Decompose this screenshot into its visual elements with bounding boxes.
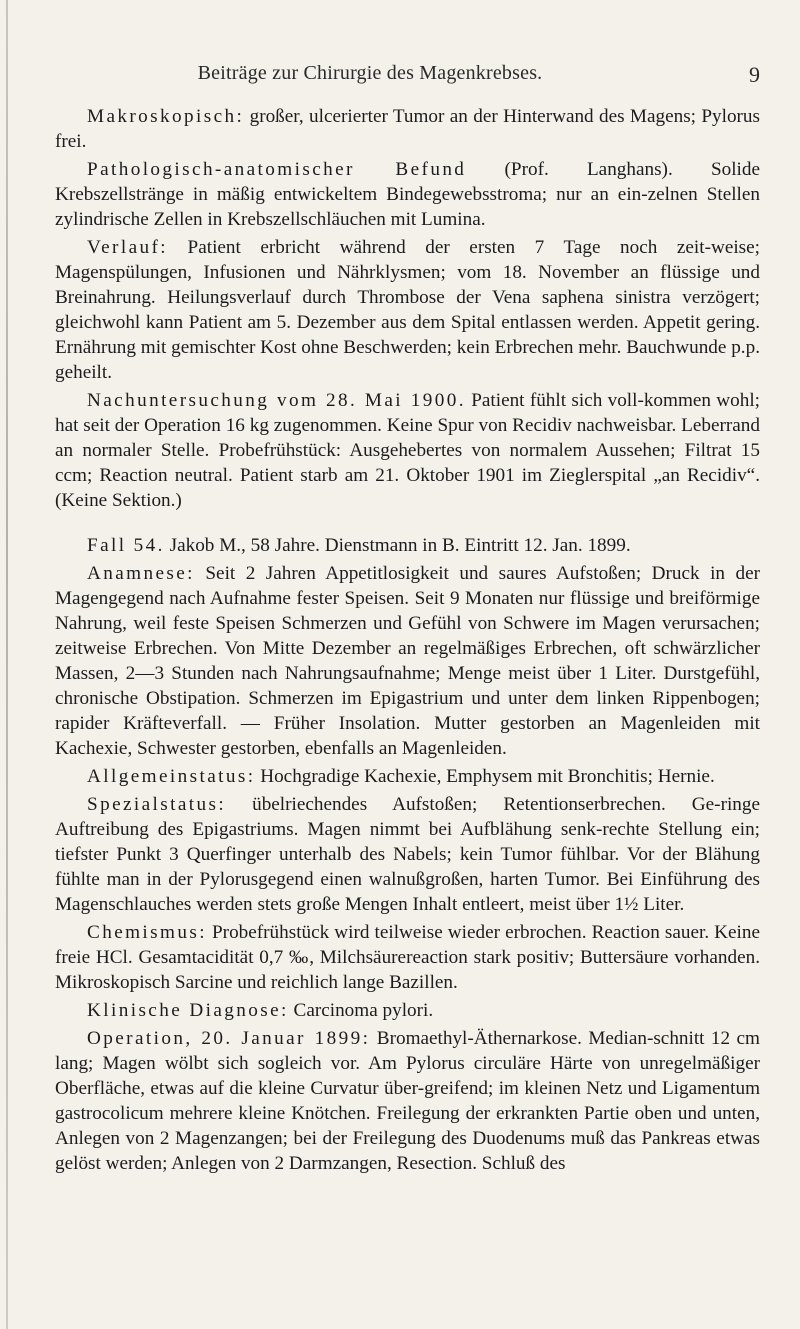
paragraph-anamnese — [55, 561, 760, 761]
paragraph-text: (Prof. Langhans). Solide Krebszellstränge in mäßig entwickeltem Bindegewebsstroma; nur an ein-zelnen Stellen zylindrische Zellen in Krebszellschläuchen mit Lumina. — [55, 159, 760, 230]
paragraph-lead: Allgemeinstatus: — [87, 766, 256, 787]
paragraph-lead: Verlauf: — [87, 237, 168, 258]
paragraph-klinische-diagnose — [55, 998, 760, 1023]
paragraph-nachuntersuchung — [55, 388, 760, 513]
paragraph-text: Seit 2 Jahren Appetitlosigkeit und saures Aufstoßen; Druck in der Magengegend nach Aufnahme fester Speisen. Seit 9 Monaten nur flüssige und breiförmige Nahrung, weil feste Speisen Schmerzen und Gefühl von Schwere im Magen verursachen; zeitweise Erbrechen. Von Mitte Dezember an regelmäßiges Erbrechen, oft schwärzlicher Massen, 2—3 Stunden nach Nahrungsaufnahme; Menge meist über 1 Liter. Durstgefühl, chronische Obstipation. Schmerzen im Epigastrium und unter dem linken Rippenbogen; rapider Kräfteverfall. — Früher Insolation. Mutter gestorben an Magenleiden mit Kachexie, Schwester gestorben, ebenfalls an Magenleiden. — [55, 563, 760, 759]
paragraph-text: großer, ulcerierter Tumor an der Hinterwand des Magens; Pylorus frei. — [55, 106, 760, 152]
paragraph-lead: Anamnese: — [87, 563, 195, 584]
paragraph-lead: Klinische Diagnose: — [87, 1000, 289, 1021]
paragraph-chemismus — [55, 920, 760, 995]
paragraph-text: Carcinoma pylori. — [288, 1000, 434, 1021]
page-edge-shadow — [6, 0, 8, 1329]
paragraph-text: Hochgradige Kachexie, Emphysem mit Bronchitis; Hernie. — [255, 766, 715, 787]
paragraph-text: Bromaethyl-Äthernarkose. Median-schnitt 12 cm lang; Magen wölbt sich sogleich vor. Am Pylorus circuläre Härte von unregelmäßiger Oberfläche, etwas auf die kleine Curvatur über-greifend; im kleinen Netz und Ligamentum gastrocolicum mehrere kleine Knötchen. Freilegung der erkrankten Partie oben und unten, Anlegen von 2 Magenzangen; bei der Freilegung des Duodenums muß das Pankreas etwas gelöst werden; Anlegen von 2 Darmzangen, Resection. Schluß des — [55, 1028, 760, 1174]
paragraph-lead: Fall 54. — [87, 535, 165, 556]
paragraph-verlauf — [55, 235, 760, 385]
paragraph-lead: Chemismus: — [87, 922, 207, 943]
paragraph-makroskopisch — [55, 104, 760, 154]
paragraph-operation — [55, 1026, 760, 1176]
paragraph-text: Patient fühlt sich voll-kommen wohl; hat seit der Operation 16 kg zugenommen. Keine Spur von Recidiv nachweisbar. Leberrand an normaler Stelle. Probefrühstück: Ausgehebertes von normalem Aussehen; Filtrat 15 ccm; Reaction neutral. Patient starb am 21. Oktober 1901 im Zieglerspital „an Recidiv“. (Keine Sektion.) — [55, 390, 761, 511]
page-header — [60, 62, 760, 92]
paragraph-lead: Makroskopisch: — [87, 106, 245, 127]
page-number: 9 — [749, 62, 760, 87]
body-text — [55, 104, 760, 1179]
paragraph-text: Probefrühstück wird teilweise wieder erbrochen. Reaction sauer. Keine freie HCl. Gesamtacidität 0,7 ‰, Milchsäurereaction stark positiv; Buttersäure vorhanden. Mikroskopisch Sarcine und reichlich lange Bazillen. — [55, 922, 760, 993]
paragraph-text: Patient erbricht während der ersten 7 Tage noch zeit-weise; Magenspülungen, Infusionen und Nährklysmen; vom 18. November an flüssige und Breinahrung. Heilungsverlauf durch Thrombose der Vena saphena sinistra verzögert; gleichwohl kann Patient am 5. Dezember aus dem Spital entlassen werden. Appetit gering. Ernährung mit gemischter Kost ohne Beschwerden; kein Erbrechen mehr. Bauchwunde p.p. geheilt. — [55, 237, 760, 383]
paragraph-lead: Spezialstatus: — [87, 794, 227, 815]
paragraph-pathologisch — [55, 157, 760, 232]
paragraph-allgemeinstatus — [55, 764, 760, 789]
running-head: Beiträge zur Chirurgie des Magenkrebses. — [197, 62, 543, 84]
paragraph-lead: Operation, 20. Januar 1899: — [87, 1028, 371, 1049]
paragraph-text: Jakob M., 58 Jahre. Dienstmann in B. Eintritt 12. Jan. 1899. — [164, 535, 631, 556]
paragraph-lead: Nachuntersuchung vom 28. Mai 1900. — [87, 390, 466, 411]
paragraph-fall-54 — [55, 533, 760, 558]
paragraph-spezialstatus — [55, 792, 760, 917]
paragraph-text: übelriechendes Aufstoßen; Retentionserbrechen. Ge-ringe Auftreibung des Epigastriums. Magen nimmt bei Aufblähung senk-rechte Stellung ein; tiefster Punkt 3 Querfinger unterhalb des Nabels; kein Tumor fühlbar. Vor der Blähung fühlte man in der Pylorusgegend einen walnußgroßen, harten Tumor. Bei Einführung des Magenschlauches werden stets große Mengen Inhalt entleert, meist über 1½ Liter. — [55, 794, 760, 915]
paragraph-lead: Pathologisch-anatomischer Befund — [87, 159, 467, 180]
